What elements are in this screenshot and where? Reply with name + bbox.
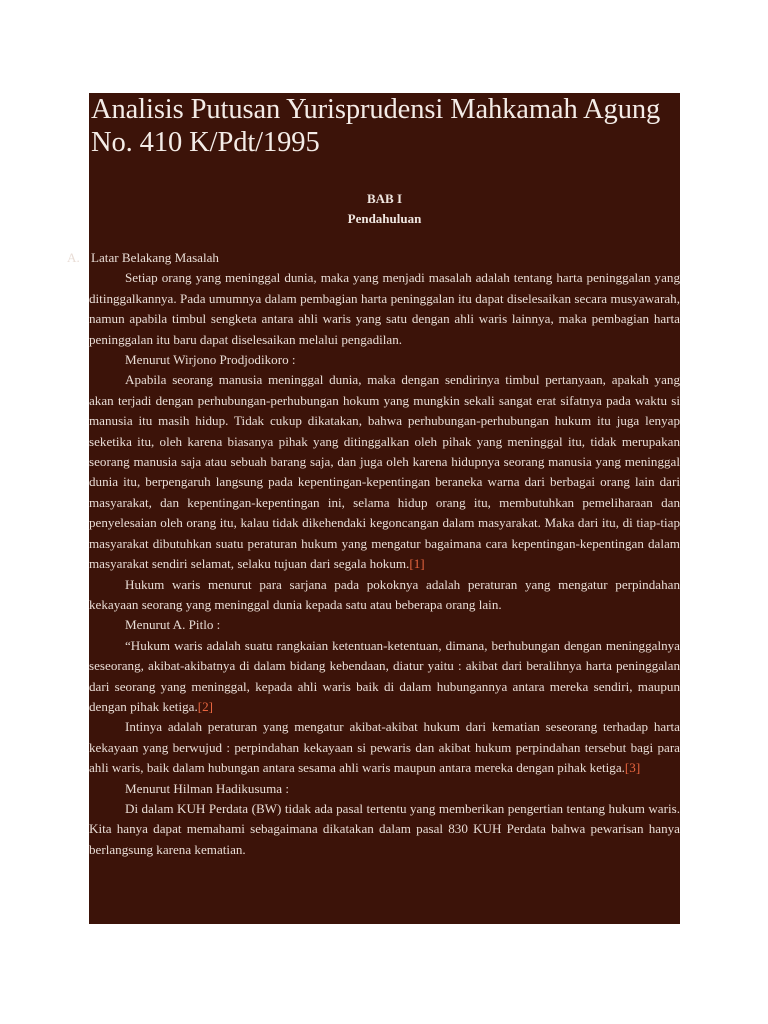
paragraph-4: Hukum waris menurut para sarjana pada pokoknya adalah peraturan yang mengatur perpindahan kekayaan seorang yang meninggal dunia kepada satu atau beberapa orang lain. [89,576,680,612]
footnote-link-2[interactable]: [2] [197,698,213,714]
paragraph-8: Menurut Hilman Hadikusuma : [125,780,290,796]
document-body [67,248,680,860]
paragraph-2: Menurut Wirjono Prodjodikoro : [125,352,296,368]
footnote-link-1[interactable]: [1] [409,556,425,572]
paragraph-6-text: “Hukum waris adalah suatu rangkaian ketentuan-ketentuan, dimana, berhubungan dengan meninggalnya seseorang, akibat-akibatnya di dalam bidang kebendaan, diatur yaitu : akibat dari beralihnya harta peninggalan dari seorang yang meninggal, kepada ahli waris baik di dalam hubungannya antara mereka sendiri, maupun dengan pihak ketiga. [89,637,680,714]
footnote-link-3[interactable]: [3] [624,760,641,776]
paragraph-1: Setiap orang yang meninggal dunia, maka yang menjadi masalah adalah tentang harta peninggalan yang ditinggalkannya. Pada umumnya dalam pembagian harta peninggalan itu dapat diselesaikan secara musyawarah, namun apabila timbul sengketa antara ahli waris yang satu dengan ahli waris lainnya, maka pembagian harta peninggalan itu baru dapat diselesaikan melalui pengadilan. [89,270,680,347]
chapter-title: Pendahuluan [347,211,422,226]
paragraph-9: Di dalam KUH Perdata (BW) tidak ada pasal tertentu yang memberikan pengertian tentang hukum waris. Kita hanya dapat memahami sebagaimana dikatakan dalam pasal 830 KUH Perdata bahwa pewarisan hanya berlangsung karena kematian. [89,800,680,857]
chapter-number: BAB I [366,191,403,206]
section-heading [67,248,680,268]
paragraph-3-text: Apabila seorang manusia meninggal dunia, maka dengan sendirinya timbul pertanyaan, apakah yang akan terjadi dengan perhubungan-perhubungan hokum yang mungkin sekali sangat erat sifatnya pada waktu si manusia itu masih hidup. Tidak cukup dikatakan, bahwa perhubungan-perhubungan hukum itu juga lenyap seketika itu, oleh karena biasanya pihak yang ditinggalkan oleh pihak yang meninggal itu, tidak merupakan seorang manusia saja atau sebuah barang saja, dan juga oleh karena hidupnya seorang manusia yang meninggal dunia itu, berpengaruh langsung pada kepentingan-kepentingan beraneka warna dari berbagai orang lain dari masyarakat, dan kepentingan-kepentingan ini, selama hidup orang itu, membutuhkan pemeliharaan dan penyelesaian oleh orang itu, kalau tidak dikehendaki kegoncangan dalam masyarakat. Maka dari itu, di tiap-tiap masyarakat dibutuhkan suatu peraturan hukum yang mengatur bagaimana cara kepentingan-kepentingan dalam masyarakat sendiri selamat, selaku tujuan dari segala hokum. [89,372,680,572]
paragraph-5: Menurut A. Pitlo : [125,617,221,633]
document-title: Analisis Putusan Yurisprudensi Mahkamah Agung No. 410 K/Pdt/1995 [91,94,661,158]
paragraph-7 [89,717,680,778]
section-title: Latar Belakang Masalah [91,250,219,265]
paragraph-3 [89,370,680,574]
paragraph-7-text: Intinya adalah peraturan yang mengatur akibat-akibat hukum dari kematian seseorang terhadap harta kekayaan yang berwujud : perpindahan kekayaan si pewaris dan akibat hukum perpindahan tersebut bagi para ahli waris, baik dalam hubungan antara sesama ahli waris maupun antara mereka dengan pihak ketiga. [89,719,680,776]
document-page [67,93,680,924]
paragraph-6 [89,636,680,718]
section-letter: A. [67,250,80,265]
